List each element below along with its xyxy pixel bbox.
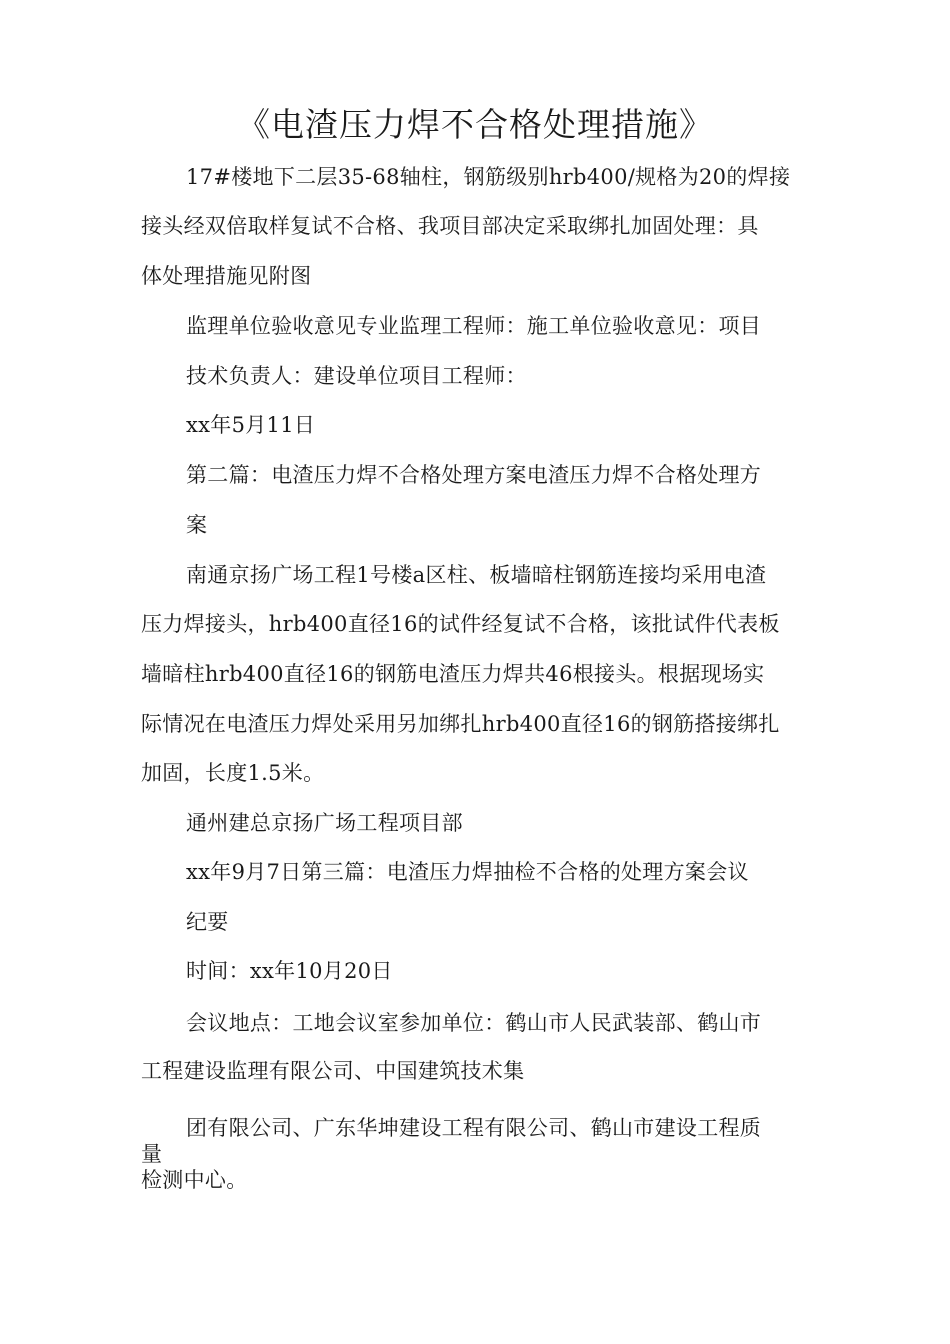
date-line: xx年5月11日 <box>186 413 316 437</box>
text-line: 会议地点：工地会议室参加单位：鹤山市人民武装部、鹤山市 <box>186 1011 762 1035</box>
text-line: 墙暗柱hrb400直径16的钢筋电渣压力焊共46根接头。根据现场实 <box>141 662 765 686</box>
text-line: 压力焊接头，hrb400直径16的试件经复试不合格，该批试件代表板 <box>141 612 780 636</box>
text-line: 监理单位验收意见专业监理工程师：施工单位验收意见：项目 <box>186 314 762 338</box>
section-heading: xx年9月7日第三篇：电渣压力焊抽检不合格的处理方案会议 <box>186 860 749 884</box>
text-line: 团有限公司、广东华坤建设工程有限公司、鹤山市建设工程质 <box>186 1116 762 1140</box>
section-heading: 第二篇：电渣压力焊不合格处理方案电渣压力焊不合格处理方 <box>186 463 762 487</box>
text-line: 际情况在电渣压力焊处采用另加绑扎hrb400直径16的钢筋搭接绑扎 <box>141 712 780 736</box>
text-line: 接头经双倍取样复试不合格、我项目部决定采取绑扎加固处理：具 <box>141 214 759 238</box>
text-line: 南通京扬广场工程1号楼a区柱、板墙暗柱钢筋连接均采用电渣 <box>186 563 767 587</box>
text-line: 加固，长度1.5米。 <box>141 761 325 785</box>
text-line: 量 <box>141 1142 163 1166</box>
text-line: 工程建设监理有限公司、中国建筑技术集 <box>141 1059 525 1083</box>
text-line: 检测中心。 <box>141 1168 248 1192</box>
document-title: 《电渣压力焊不合格处理措施》 <box>237 105 713 144</box>
section-heading: 纪要 <box>186 910 229 934</box>
text-line: 17#楼地下二层35-68轴柱，钢筋级别hrb400/规格为20的焊接 <box>186 165 791 189</box>
text-line: 体处理措施见附图 <box>141 264 312 288</box>
signature-line: 通州建总京扬广场工程项目部 <box>186 811 463 835</box>
section-heading: 案 <box>186 513 208 537</box>
text-line: 技术负责人：建设单位项目工程师： <box>186 364 527 388</box>
date-line: 时间：xx年10月20日 <box>186 959 393 983</box>
